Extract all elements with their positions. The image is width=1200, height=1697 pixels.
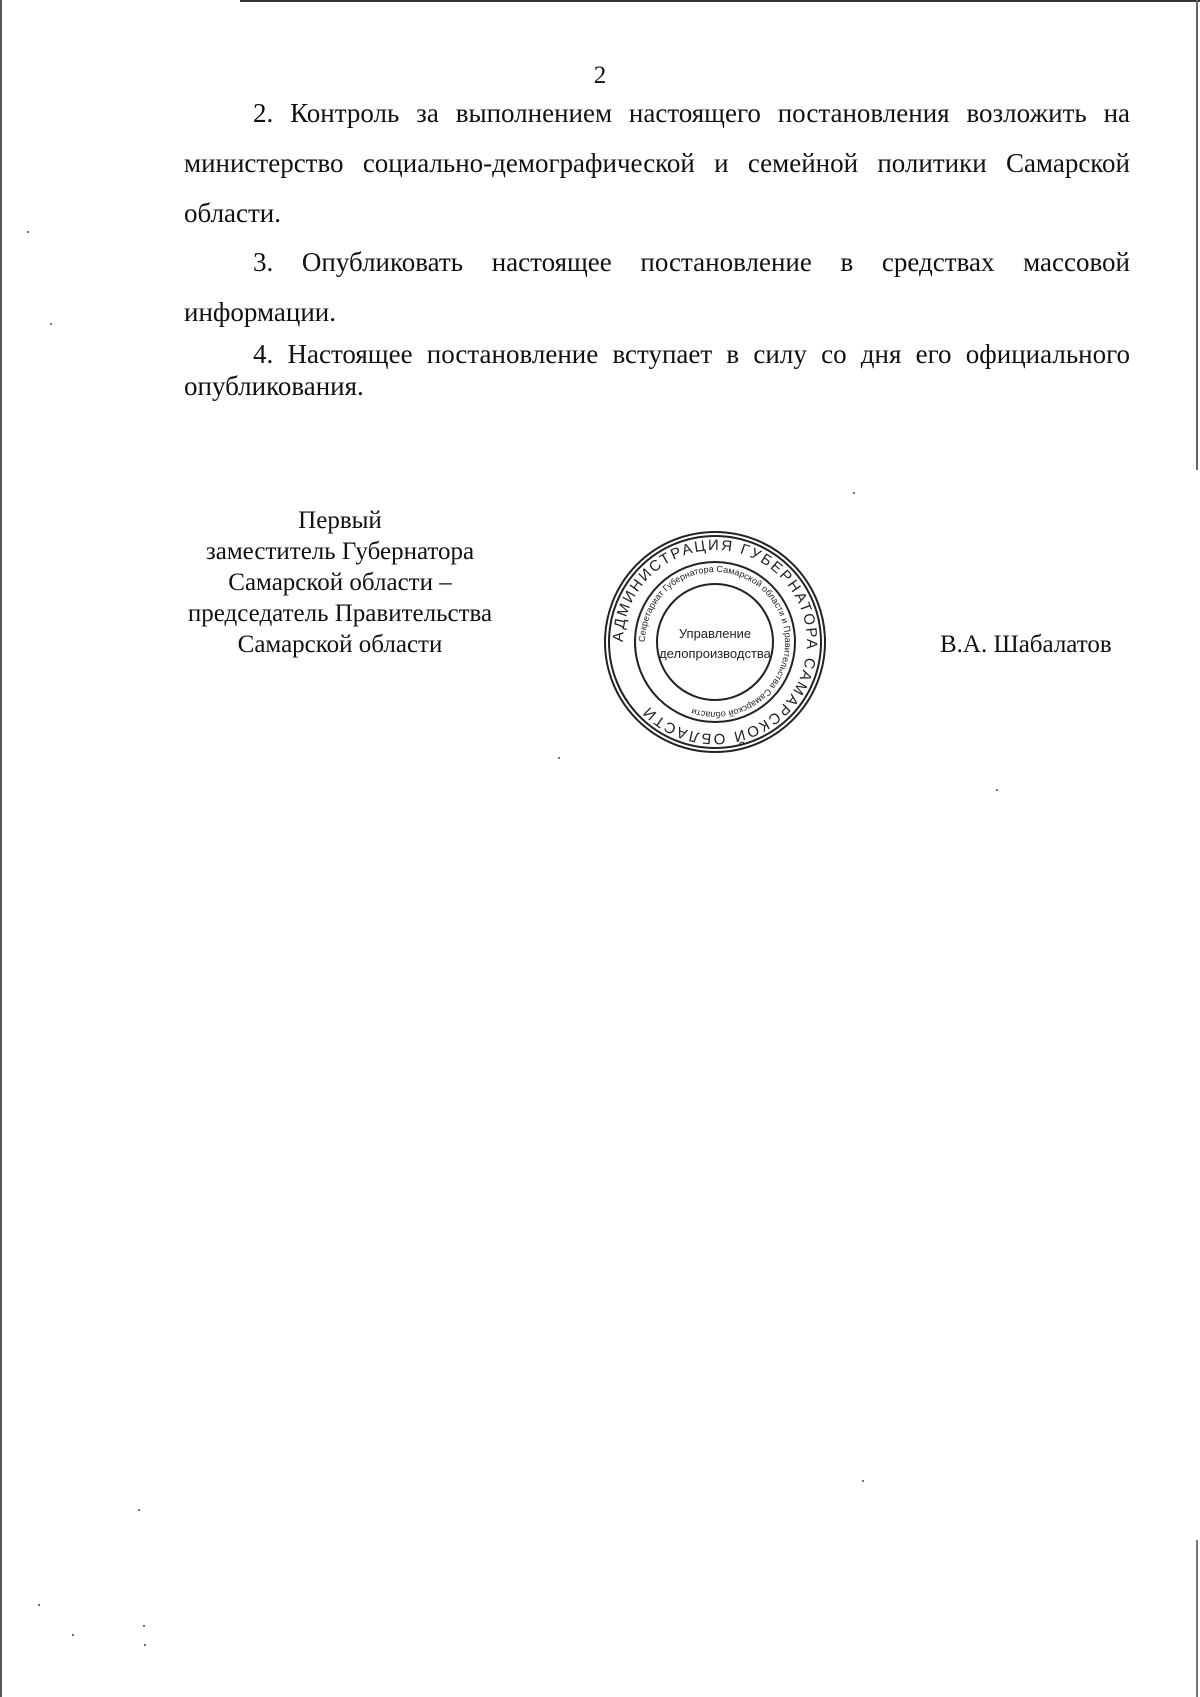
scan-speck — [144, 1644, 146, 1646]
scan-edge-left — [0, 0, 2, 1697]
paragraph-3: 3. Опубликовать настоящее постановление в средствах массовой информации. — [184, 247, 1130, 327]
signer-title-line: Самарской области — [237, 631, 443, 658]
scan-speck — [853, 492, 855, 494]
signer-title — [150, 505, 530, 660]
scan-speck — [143, 1625, 145, 1627]
scan-speck — [558, 757, 560, 759]
scan-speck — [38, 1604, 40, 1606]
scan-speck — [996, 789, 998, 791]
scan-speck — [138, 1509, 140, 1511]
scan-speck — [50, 323, 52, 325]
svg-text:Секретариат Губернатора Самарс — [637, 564, 793, 720]
scan-speck — [72, 1634, 74, 1636]
scan-speck — [27, 231, 29, 233]
scan-edge-right-lower — [1196, 1540, 1198, 1697]
signer-title-line: Самарской области – — [228, 569, 452, 596]
signer-name: В.А. Шабалатов — [940, 631, 1112, 658]
seal-inner-text: Секретариат Губернатора Самарской области и Правительства Самарской области — [636, 563, 794, 721]
paragraph-2: 2. Контроль за выполнением настоящего постановления возложить на министерство социально-демографической и семейной политики Самарской области. — [184, 98, 1130, 228]
scan-edge-top — [240, 0, 1200, 2]
official-seal — [600, 527, 830, 757]
signer-title-line: заместитель Губернатора — [205, 538, 475, 565]
page-number: 2 — [593, 62, 607, 89]
scan-speck — [862, 1480, 864, 1482]
seal-center-line-1: Управление — [678, 626, 752, 641]
signer-title-line: Первый — [298, 507, 382, 534]
seal-outer-text: АДМИНИСТРАЦИЯ ГУБЕРНАТОРА САМАРСКОЙ ОБЛАСТИ — [609, 536, 821, 748]
signer-title-line: председатель Правительства — [187, 600, 493, 627]
paragraph-4: 4. Настоящее постановление вступает в силу со дня его официального опубликования. — [184, 339, 1130, 401]
seal-center-line-2: делопроизводства — [659, 646, 771, 661]
